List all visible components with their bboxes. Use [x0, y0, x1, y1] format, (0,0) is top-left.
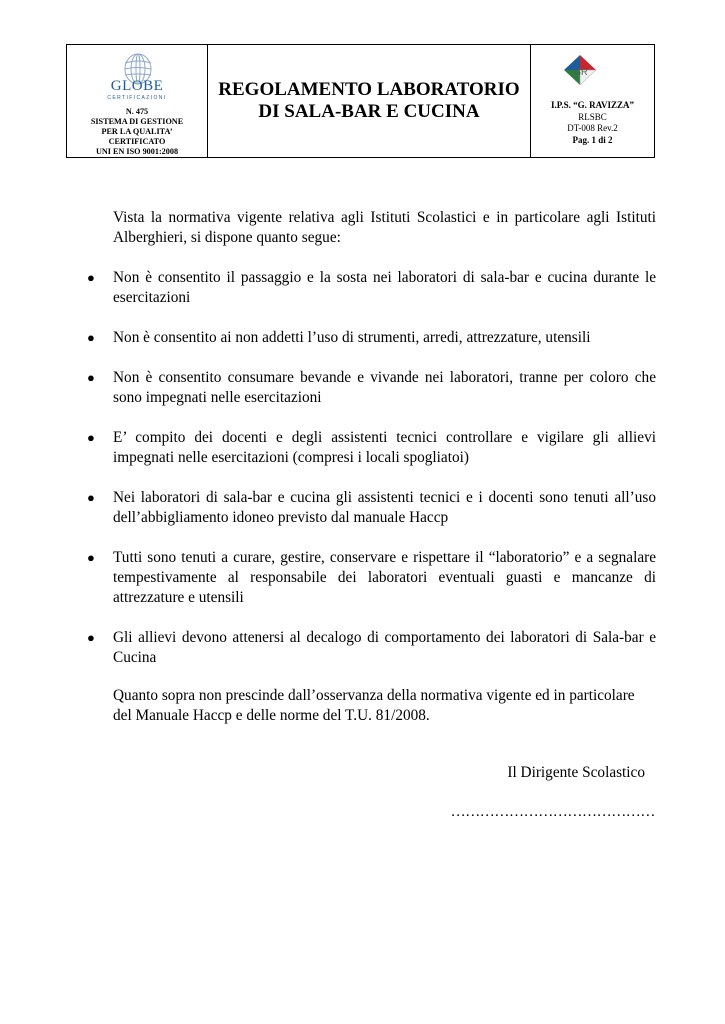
intro-paragraph: Vista la normativa vigente relativa agli Istituti Scolastici e in particolare agli Istituti Alberghieri, si dispone quanto segue:: [113, 209, 656, 246]
rule-item: Non è consentito ai non addetti l’uso di strumenti, arredi, attrezzature, utensili: [113, 329, 591, 346]
bullet-icon: ●: [87, 270, 95, 285]
bullet-icon: ●: [87, 550, 95, 565]
document-title: [218, 79, 519, 123]
rule-item: Gli allievi devono attenersi al decalogo di comportamento dei laboratori di Sala-bar e Cucina: [113, 629, 656, 666]
title-line: REGOLAMENTO LABORATORIO: [218, 79, 520, 100]
globe-wordmark: GLOBE: [110, 78, 164, 94]
bullet-icon: ●: [87, 490, 95, 505]
school-cell: [531, 45, 654, 157]
rule-item: E’ compito dei docenti e degli assistenti tecnici controllare e vigilare gli allievi impegnati nelle esercitazioni (compresi i locali spogliatoi): [113, 429, 656, 466]
title-cell: [208, 45, 531, 157]
document-code: RLSBC: [578, 111, 607, 122]
closing-paragraph: Quanto sopra non prescinde dall’osservanza della normativa vigente ed in particolare del Manuale Haccp e delle norme del T.U. 81/2008.: [113, 687, 635, 724]
cert-line: SISTEMA DI GESTIONE: [90, 117, 184, 126]
signature-line: ……………………………………: [450, 804, 655, 820]
rule-item: Nei laboratori di sala-bar e cucina gli assistenti tecnici e i docenti sono tenuti all’uso dell’abbigliamento idoneo previsto dal manuale Haccp: [113, 489, 656, 526]
document-revision: DT-008 Rev.2: [567, 123, 618, 133]
document-header: [66, 44, 655, 158]
signature-role: Il Dirigente Scolastico: [507, 764, 645, 781]
cert-standard: UNI EN ISO 9001:2008: [95, 147, 179, 156]
certification-cell: [67, 45, 208, 157]
bullet-icon: ●: [87, 430, 95, 445]
bullet-icon: ●: [87, 630, 95, 645]
page-number: Pag. 1 di 2: [572, 134, 613, 145]
rule-item: Tutti sono tenuti a curare, gestire, conservare e rispettare il “laboratorio” e a segnalare tempestivamente al responsabile dei laboratori eventuali guasti e mancanze di attrezzature e utensili: [113, 549, 656, 606]
rule-item: Non è consentito il passaggio e la sosta nei laboratori di sala-bar e cucina durante le esercitazioni: [113, 269, 656, 306]
bullet-icon: ●: [87, 330, 95, 345]
cert-number: N. 475: [125, 107, 149, 116]
cert-line: PER LA QUALITA’: [101, 127, 173, 136]
rule-item: Non è consentito consumare bevande e vivande nei laboratori, tranne per coloro che sono impegnati nelle esercitazioni: [113, 369, 656, 406]
bullet-icon: ●: [87, 370, 95, 385]
school-info: [531, 100, 654, 146]
globe-subtitle: CERTIFICAZIONI: [107, 95, 167, 101]
title-line: DI SALA-BAR E CUCINA: [258, 101, 480, 122]
school-logo-icon: [562, 53, 598, 87]
cert-line: CERTIFICATO: [108, 137, 166, 146]
certification-text: [67, 107, 207, 157]
school-logo-letters: GR: [574, 67, 588, 77]
school-name: I.P.S. “G. RAVIZZA”: [550, 100, 635, 110]
